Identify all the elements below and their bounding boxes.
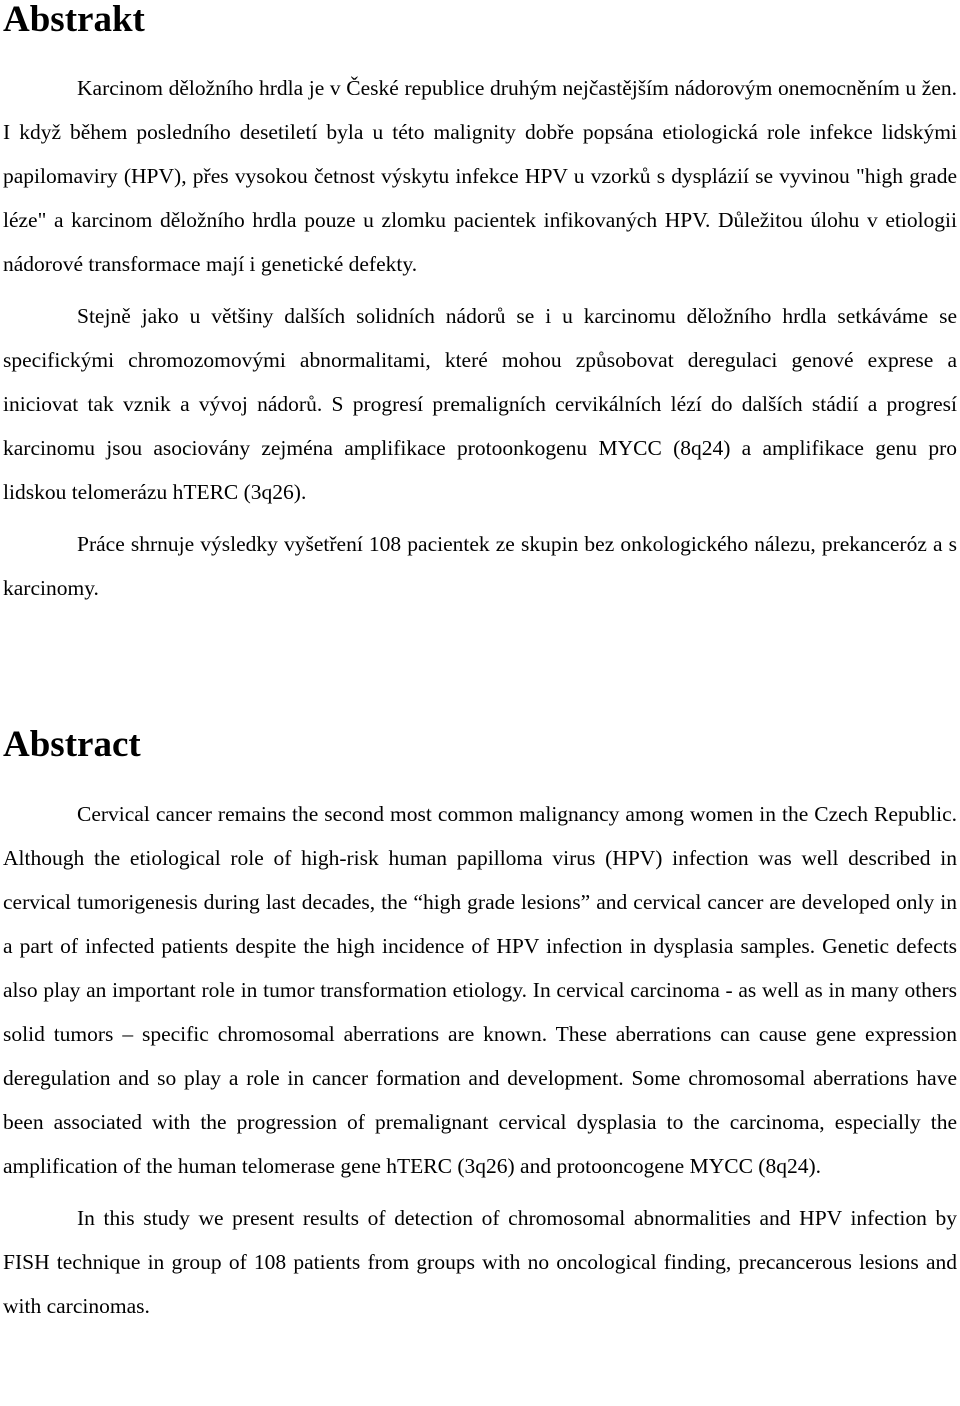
czech-abstract-body (3, 66, 957, 610)
heading-abstract: Abstract (3, 724, 141, 765)
czech-paragraph-1: Karcinom děložního hrdla je v České republice druhým nejčastějším nádorovým onemocněním u žen. I když během posledního desetiletí byla u této malignity dobře popsána etiologická role infekce lidskými papilomaviry (HPV), přes vysokou četnost výskytu infekce HPV u vzorků s dysplázií se vyvinou "high grade léze" a karcinom děložního hrdla pouze u zlomku pacientek infikovaných HPV. Důležitou úlohu v etiologii nádorové transformace mají i genetické defekty. (3, 76, 957, 276)
heading-abstrakt: Abstrakt (3, 0, 145, 40)
english-paragraph-1: Cervical cancer remains the second most common malignancy among women in the Czech Republic. Although the etiological role of high-risk human papilloma virus (HPV) infection was well described in cervical tumorigenesis during last decades, the “high grade lesions” and cervical cancer are developed only in a part of infected patients despite the high incidence of HPV infection in dysplasia samples. Genetic defects also play an important role in tumor transformation etiology. In cervical carcinoma - as well as in many others solid tumors – specific chromosomal aberrations are known. These aberrations can cause gene expression deregulation and so play a role in cancer formation and development. Some chromosomal aberrations have been associated with the progression of premalignant cervical dysplasia to the carcinoma, especially the amplification of the human telomerase gene hTERC (3q26) and protooncogene MYCC (8q24). (3, 802, 957, 1178)
english-abstract-body (3, 792, 957, 1328)
czech-paragraph-2: Stejně jako u většiny dalších solidních nádorů se i u karcinomu děložního hrdla setkáváme se specifickými chromozomovými abnormalitami, které mohou způsobovat deregulaci genové exprese a iniciovat tak vznik a vývoj nádorů. S progresí premaligních cervikálních lézí do dalších stádií a progresí karcinomu jsou asociovány zejména amplifikace protoonkogenu MYCC (8q24) a amplifikace genu pro lidskou telomerázu hTERC (3q26). (3, 304, 957, 504)
english-paragraph-2: In this study we present results of detection of chromosomal abnormalities and HPV infection by FISH technique in group of 108 patients from groups with no oncological finding, precancerous lesions and with carcinomas. (3, 1206, 957, 1318)
czech-paragraph-3: Práce shrnuje výsledky vyšetření 108 pacientek ze skupin bez onkologického nálezu, prekanceróz a s karcinomy. (3, 532, 957, 600)
